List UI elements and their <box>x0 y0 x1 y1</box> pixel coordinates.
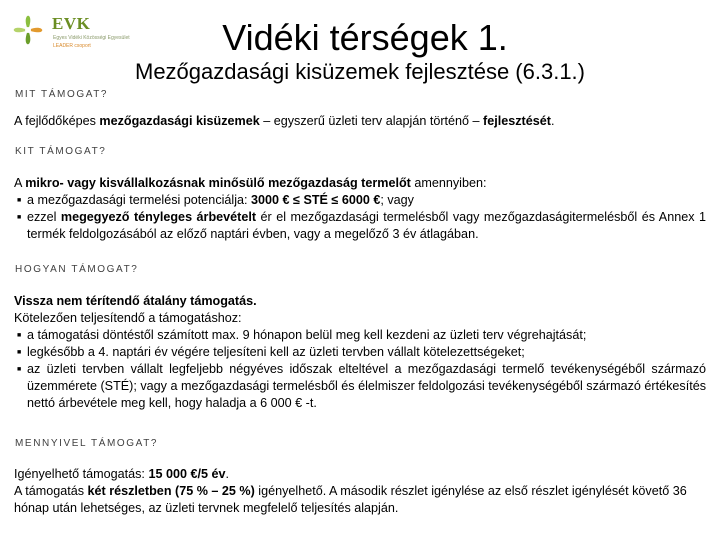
mennyivel-paragraph-2: A támogatás két részletben (75 % – 25 %) igényelhető. A második részlet igénylése az első részlet igénylését követő 36 hónap után lehetséges, az üzleti tervnek megfelelő teljesítés alapján. <box>14 484 687 515</box>
section-body-mennyivel <box>14 466 706 517</box>
section-heading-kit: KIT TÁMOGAT? <box>15 146 107 157</box>
hogyan-paragraph-2: Kötelezően teljesítendő a támogatáshoz: <box>14 311 242 325</box>
section-body-mit <box>14 113 706 130</box>
section-heading-mennyivel: MENNYIVEL TÁMOGAT? <box>15 438 159 449</box>
mit-paragraph: A fejlődőképes mezőgazdasági kisüzemek – egyszerű üzleti terv alapján történő – fejlesztését. <box>14 114 555 128</box>
mennyivel-paragraph-1: Igényelhető támogatás: 15 000 €/5 év. <box>14 467 229 481</box>
page-title: Vidéki térségek 1. <box>222 17 508 58</box>
kit-paragraph: A mikro- vagy kisvállalkozásnak minősülő mezőgazdaság termelőt amennyiben: <box>14 176 487 190</box>
hogyan-bullet-1: ■ a támogatási döntéstől számított max. 9 hónapon belül meg kell kezdeni az üzleti terv végrehajtását; <box>14 327 706 344</box>
section-heading-hogyan: HOGYAN TÁMOGAT? <box>15 264 139 275</box>
section-heading-mit: MIT TÁMOGAT? <box>15 89 109 100</box>
logo-name: EVK <box>52 14 91 33</box>
hogyan-bullet-3: ■ az üzleti tervben vállalt legfeljebb négyéves időszak elteltével a mezőgazdasági termelő tevékenységéből származó üzemmérete (STÉ); vagy a mezőgazdasági termelésből és élelmiszer feldolgozási tevékenységéből származó értékesítés nettó árbevétele meg kell, hogy haladja a 6 000 € -t. <box>14 361 706 412</box>
kit-bullet-2: ■ ezzel megegyező tényleges árbevételt ér el mezőgazdasági termelésből vagy mezőgazdaságitermelésből és Annex 1 termék feldolgozásából az előző naptári évben, vagy a megelőző 3 év átlagában. <box>14 209 706 243</box>
hogyan-bullet-2: ■ legkésőbb a 4. naptári év végére teljesíteni kell az üzleti tervben vállalt kötelezettségeket; <box>14 344 706 361</box>
logo-tagline: LEADER csoport <box>53 43 91 49</box>
page-subtitle: Mezőgazdasági kisüzemek fejlesztése (6.3.1.) <box>135 59 585 84</box>
section-body-kit <box>14 175 706 243</box>
logo-subtitle: Egyes Vidéki Közösségi Egyesület <box>53 35 130 41</box>
section-body-hogyan <box>14 293 706 412</box>
kit-bullet-1: ■ a mezőgazdasági termelési potenciálja: 3000 € ≤ STÉ ≤ 6000 €; vagy <box>14 192 706 209</box>
hogyan-paragraph-1: Vissza nem térítendő átalány támogatás. <box>14 294 257 308</box>
